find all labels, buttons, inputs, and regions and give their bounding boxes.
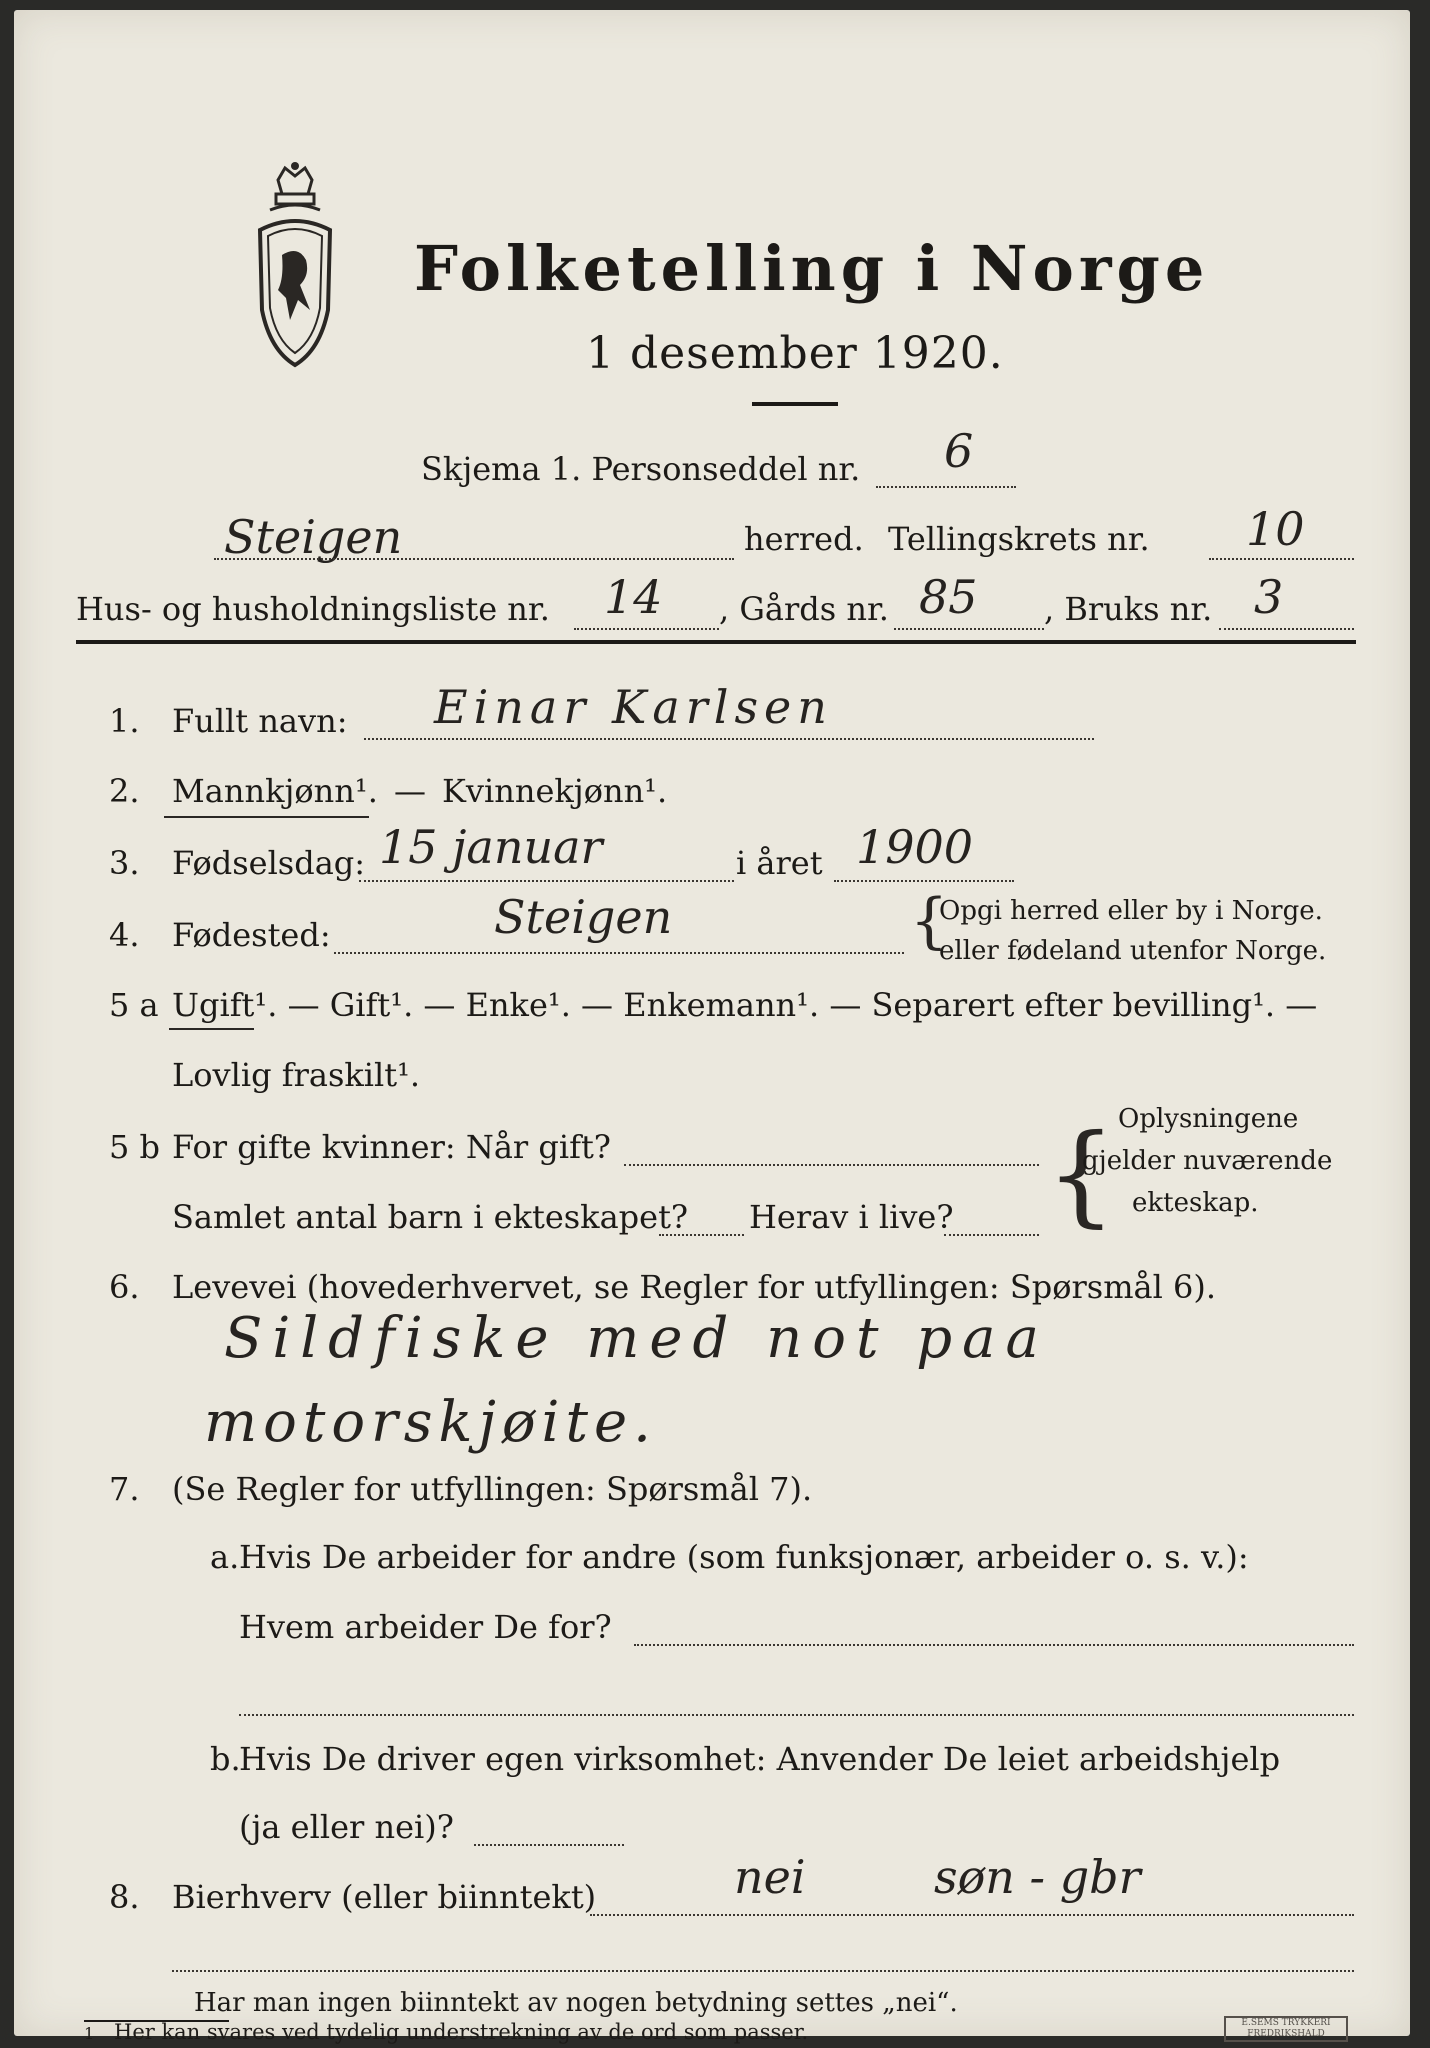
bruks-line	[1219, 628, 1354, 630]
q7a-employer: Hvem arbeider De for?	[239, 1608, 612, 1646]
q5b-children: Samlet antal barn i ekteskapet?	[172, 1198, 689, 1236]
q4-label: Fødested:	[172, 916, 331, 954]
q5b-line-3	[944, 1234, 1039, 1236]
q2-number: 2.	[109, 772, 140, 810]
census-date: 1 desember 1920.	[586, 328, 1004, 379]
q7-label: (Se Regler for utfyllingen: Spørsmål 7).	[172, 1470, 813, 1508]
q7a-question: Hvis De arbeider for andre (som funksjonær, arbeider o. s. v.):	[239, 1538, 1249, 1576]
q7b-number: b.	[210, 1740, 241, 1778]
marital-status-divorced: Lovlig fraskilt¹.	[172, 1056, 421, 1094]
occupation-value-2: motorskjøite.	[204, 1390, 657, 1455]
gender-male: Mannkjønn¹.	[172, 772, 378, 810]
q5b-note-1: Oplysningene	[1118, 1104, 1299, 1134]
q3-label: Fødselsdag:	[172, 844, 366, 882]
gards-label: , Gårds nr.	[719, 590, 889, 628]
q7a-line-2	[239, 1714, 1354, 1716]
hus-value: 14	[604, 570, 663, 624]
birthday-value: 15 januar	[379, 820, 603, 874]
marital-status-options: Ugift¹. — Gift¹. — Enke¹. — Enkemann¹. — Separert efter bevilling¹. —	[172, 986, 1318, 1024]
gender-male-underline	[164, 816, 369, 818]
q1-number: 1.	[109, 702, 140, 740]
q5b-alive: Herav i live?	[749, 1198, 954, 1236]
q4-line	[334, 952, 904, 954]
tellingskrets-line	[1209, 558, 1354, 560]
q1-line	[364, 738, 1094, 740]
coat-of-arms-icon	[240, 160, 350, 380]
q6-number: 6.	[109, 1268, 140, 1306]
q8-label: Bierhverv (eller biinntekt)	[172, 1878, 597, 1916]
title-divider	[752, 402, 838, 406]
q8-number: 8.	[109, 1878, 140, 1916]
q5b-note-3: ekteskap.	[1132, 1188, 1259, 1218]
gender-female: Kvinnekjønn¹.	[442, 772, 668, 810]
herred-line	[214, 558, 734, 560]
section-divider	[76, 640, 1356, 644]
q4-note-1: Opgi herred eller by i Norge.	[939, 896, 1323, 926]
q8-line	[590, 1914, 1354, 1916]
q3-number: 3.	[109, 844, 140, 882]
q5b-line-1	[624, 1164, 1039, 1166]
full-name-value: Einar Karlsen	[434, 680, 833, 734]
q7b-line	[474, 1844, 624, 1846]
side-income-annotation: søn - gbr	[934, 1850, 1141, 1904]
q7b-question: Hvis De driver egen virksomhet: Anvender De leiet arbeidshjelp	[239, 1740, 1281, 1778]
form-title: Folketelling i Norge	[414, 232, 1210, 305]
hus-line	[574, 628, 719, 630]
gender-separator: —	[394, 772, 426, 810]
census-form	[14, 10, 1410, 2044]
q5b-number: 5 b	[109, 1128, 161, 1166]
q5b-bracket: {	[1046, 1110, 1116, 1238]
hus-label: Hus- og husholdningsliste nr.	[76, 590, 550, 628]
gards-value: 85	[919, 570, 978, 624]
q5a-number: 5 a	[109, 986, 159, 1024]
q7-number: 7.	[109, 1470, 140, 1508]
footnote-text: Her kan svares ved tydelig understrekning av de ord som passer.	[114, 2020, 809, 2044]
herred-label: herred.	[744, 520, 864, 558]
footnote-mark: 1	[84, 2024, 95, 2043]
herred-value: Steigen	[224, 510, 403, 564]
q7a-line-1	[634, 1644, 1354, 1646]
q3-line	[359, 880, 734, 882]
gards-line	[894, 628, 1044, 630]
year-label: i året	[736, 844, 823, 882]
skjema-label: Skjema 1. Personseddel nr.	[421, 450, 861, 488]
side-income-value: nei	[734, 1850, 806, 1904]
bruks-value: 3	[1254, 570, 1284, 624]
year-line	[834, 880, 1014, 882]
birth-year-value: 1900	[856, 820, 974, 874]
q7b-yes-no: (ja eller nei)?	[239, 1808, 454, 1846]
q5b-married-when: For gifte kvinner: Når gift?	[172, 1128, 611, 1166]
tellingskrets-label: Tellingskrets nr.	[888, 520, 1150, 558]
birthplace-value: Steigen	[494, 890, 673, 944]
nei-instruction: Har man ingen biinntekt av nogen betydning settes „nei“.	[194, 1988, 958, 2018]
printer-stamp: E.SEMS TRYKKERI FREDRIKSHALD	[1224, 2016, 1348, 2042]
bruks-label: , Bruks nr.	[1044, 590, 1213, 628]
q1-label: Fullt navn:	[172, 702, 348, 740]
q8-line-2	[172, 1970, 1354, 1972]
occupation-value-1: Sildfiske med not paa	[224, 1306, 1049, 1371]
tellingskrets-value: 10	[1246, 502, 1305, 556]
skjema-line	[876, 486, 1016, 488]
personseddel-value: 6	[944, 424, 974, 478]
q6-label: Levevei (hovederhvervet, se Regler for utfyllingen: Spørsmål 6).	[172, 1268, 1217, 1306]
marital-ugift-underline	[169, 1028, 254, 1030]
q4-bracket: {	[910, 886, 949, 956]
q4-number: 4.	[109, 916, 140, 954]
q5b-line-2	[659, 1234, 744, 1236]
q7a-number: a.	[210, 1538, 240, 1576]
q4-note-2: eller fødeland utenfor Norge.	[939, 936, 1327, 966]
q5b-note-2: gjelder nuværende	[1082, 1146, 1333, 1176]
